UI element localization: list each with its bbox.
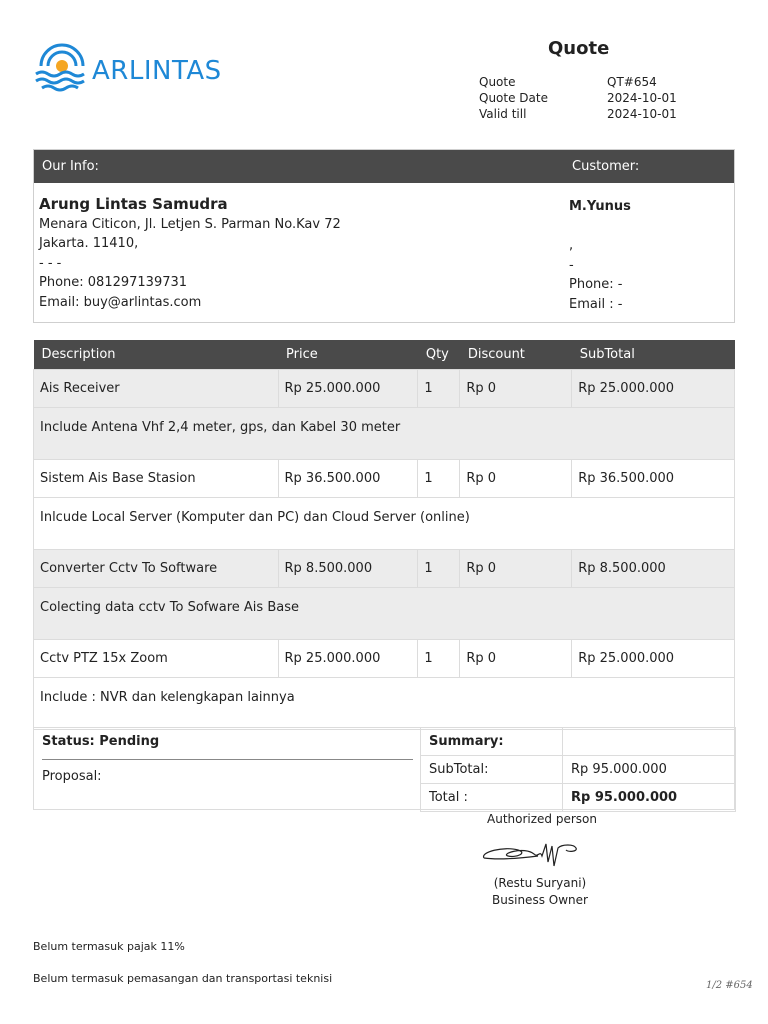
item-description: Ais Receiver (34, 369, 279, 407)
column-header-price: Price (278, 340, 418, 369)
status-label: Status: Pending (42, 734, 160, 749)
company-address-line-3: - - - (39, 255, 62, 271)
customer-address-line-1: , (569, 238, 574, 253)
item-subtotal: Rp 25.000.000 (572, 369, 735, 407)
proposal-label: Proposal: (42, 769, 102, 784)
table-row (34, 459, 735, 497)
quote-date-row (479, 90, 677, 106)
customer-label: Customer: (572, 159, 640, 174)
item-discount: Rp 0 (460, 369, 572, 407)
authorized-person-label: Authorized person (487, 812, 597, 826)
footnote-tax: Belum termasuk pajak 11% (33, 940, 185, 953)
summary-total-row (421, 784, 736, 812)
valid-till-value: 2024-10-01 (607, 107, 677, 121)
page-number: 1/2 #654 (706, 980, 753, 991)
item-description: Sistem Ais Base Stasion (34, 459, 279, 497)
valid-till-row (479, 106, 677, 122)
company-phone: Phone: 081297139731 (39, 275, 188, 290)
info-body (34, 183, 734, 323)
column-header-subtotal: SubTotal (572, 340, 735, 369)
item-price: Rp 36.500.000 (278, 459, 418, 497)
summary-title: Summary: (421, 728, 563, 756)
company-info (39, 195, 341, 312)
table-note-row (34, 407, 735, 459)
quote-meta (479, 74, 677, 122)
quote-number-row (479, 74, 677, 90)
table-header-row (34, 340, 735, 369)
summary-subtotal-row (421, 756, 736, 784)
item-note: Inlcude Local Server (Komputer dan PC) dan Cloud Server (online) (34, 497, 735, 549)
summary-subtotal-value: Rp 95.000.000 (563, 756, 736, 784)
quote-number-label: Quote (479, 75, 516, 89)
item-discount: Rp 0 (460, 459, 572, 497)
column-header-discount: Discount (460, 340, 572, 369)
company-email: Email: buy@arlintas.com (39, 294, 202, 310)
summary-total-label: Total : (421, 784, 563, 812)
item-note: Include Antena Vhf 2,4 meter, gps, dan Kabel 30 meter (34, 407, 735, 459)
summary-title-row (421, 728, 736, 756)
signer-name: (Restu Suryani) (493, 876, 587, 890)
customer-email: Email : - (569, 296, 623, 312)
table-row (34, 549, 735, 587)
item-qty: 1 (418, 459, 460, 497)
item-note: Include : NVR dan kelengkapan lainnya (34, 677, 735, 729)
document-title: Quote (548, 38, 610, 59)
summary-title-empty (563, 728, 736, 756)
item-qty: 1 (418, 549, 460, 587)
items-table (33, 340, 735, 730)
quote-number-value: QT#654 (607, 75, 657, 89)
table-row (34, 639, 735, 677)
our-info-label: Our Info: (42, 159, 99, 174)
column-header-description: Description (34, 340, 279, 369)
quote-date-label: Quote Date (479, 91, 548, 105)
customer-name: M.Yunus (569, 199, 631, 214)
info-section (33, 149, 735, 323)
item-price: Rp 25.000.000 (278, 369, 418, 407)
company-address-line-2: Jakarta. 11410, (39, 236, 139, 251)
company-logo (34, 38, 254, 98)
signer-title: Business Owner (492, 893, 588, 907)
quote-date-value: 2024-10-01 (607, 91, 677, 105)
status-divider (42, 759, 413, 760)
column-header-qty: Qty (418, 340, 460, 369)
logo-text: ARLINTAS (92, 56, 222, 86)
summary-table (420, 727, 736, 812)
item-description: Cctv PTZ 15x Zoom (34, 639, 279, 677)
valid-till-label: Valid till (479, 107, 527, 121)
customer-info (569, 197, 631, 314)
table-row (34, 369, 735, 407)
customer-address-line-2: - (569, 257, 574, 273)
logo-mark-icon (34, 38, 94, 98)
signer-block (460, 875, 620, 909)
info-header (34, 150, 734, 183)
item-price: Rp 8.500.000 (278, 549, 418, 587)
summary-total-value: Rp 95.000.000 (563, 784, 736, 812)
company-name: Arung Lintas Samudra (39, 195, 228, 213)
item-subtotal: Rp 36.500.000 (572, 459, 735, 497)
item-discount: Rp 0 (460, 549, 572, 587)
table-note-row (34, 587, 735, 639)
item-subtotal: Rp 8.500.000 (572, 549, 735, 587)
item-qty: 1 (418, 639, 460, 677)
table-note-row (34, 677, 735, 729)
item-note: Colecting data cctv To Sofware Ais Base (34, 587, 735, 639)
customer-phone: Phone: - (569, 277, 623, 292)
signature-image (478, 836, 580, 872)
summary-section (33, 727, 735, 810)
summary-subtotal-label: SubTotal: (421, 756, 563, 784)
item-qty: 1 (418, 369, 460, 407)
company-address-line-1: Menara Citicon, Jl. Letjen S. Parman No.Kav 72 (39, 216, 341, 232)
table-note-row (34, 497, 735, 549)
footnote-installation: Belum termasuk pemasangan dan transportasi teknisi (33, 972, 333, 985)
item-subtotal: Rp 25.000.000 (572, 639, 735, 677)
item-price: Rp 25.000.000 (278, 639, 418, 677)
item-description: Converter Cctv To Software (34, 549, 279, 587)
item-discount: Rp 0 (460, 639, 572, 677)
